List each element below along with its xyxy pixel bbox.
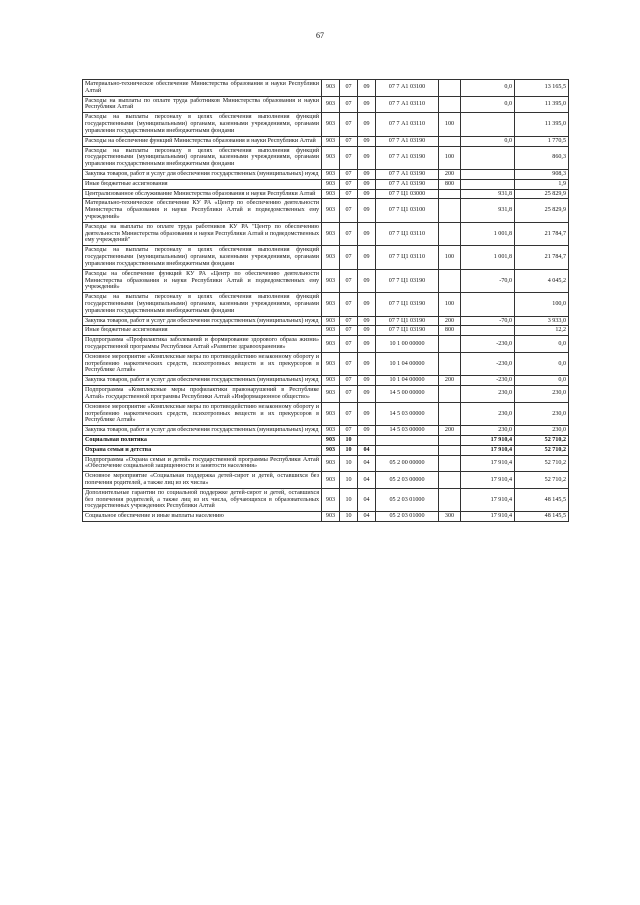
row-grbs: 903 — [322, 189, 340, 199]
row-subsection: 04 — [358, 445, 376, 455]
row-expense-type: 200 — [439, 316, 461, 326]
row-target-article: 07 7 Ц1 03100 — [376, 199, 439, 222]
row-amount-total: 100,0 — [515, 293, 569, 316]
row-amount-change: 931,8 — [461, 189, 515, 199]
row-name: Охрана семьи и детства — [83, 445, 322, 455]
row-name: Основное мероприятие «Комплексные меры по противодействию незаконному обороту и потреблению наркотических средств, психотропных веществ и их прекурсоров в Республике Алтай» — [83, 402, 322, 425]
table-row — [83, 402, 569, 425]
row-subsection: 09 — [358, 222, 376, 245]
row-grbs: 903 — [322, 472, 340, 489]
budget-table — [82, 79, 569, 522]
row-section: 10 — [340, 512, 358, 522]
row-grbs: 903 — [322, 316, 340, 326]
row-grbs: 903 — [322, 96, 340, 113]
row-section: 07 — [340, 376, 358, 386]
row-amount-total: 230,0 — [515, 386, 569, 403]
row-amount-total: 52 710,2 — [515, 435, 569, 445]
row-amount-total: 4 045,2 — [515, 269, 569, 292]
row-target-article: 07 7 Ц1 03110 — [376, 222, 439, 245]
row-section: 07 — [340, 386, 358, 403]
row-amount-change: -230,0 — [461, 336, 515, 353]
row-name: Подпрограмма «Профилактика заболеваний и формирование здорового образа жизни» государственной программы Республики Алтай «Развитие здравоохранения» — [83, 336, 322, 353]
row-grbs: 903 — [322, 512, 340, 522]
row-name: Иные бюджетные ассигнования — [83, 326, 322, 336]
row-expense-type: 800 — [439, 326, 461, 336]
row-target-article: 07 7 А1 03110 — [376, 96, 439, 113]
row-target-article: 05 2 03 00000 — [376, 472, 439, 489]
row-amount-total: 230,0 — [515, 402, 569, 425]
row-section: 07 — [340, 96, 358, 113]
row-section: 07 — [340, 402, 358, 425]
row-subsection: 04 — [358, 512, 376, 522]
row-expense-type: 100 — [439, 146, 461, 169]
row-grbs: 903 — [322, 386, 340, 403]
table-row — [83, 189, 569, 199]
row-name: Закупка товаров, работ и услуг для обеспечения государственных (муниципальных) нужд — [83, 426, 322, 436]
row-name: Основное мероприятие «Комплексные меры по противодействию незаконному обороту и потреблению наркотических средств, психотропных веществ и их прекурсоров в Республике Алтай» — [83, 352, 322, 375]
row-target-article: 07 7 Ц1 03190 — [376, 326, 439, 336]
row-amount-change: -70,0 — [461, 269, 515, 292]
row-target-article: 07 7 Ц1 03190 — [376, 269, 439, 292]
row-subsection: 09 — [358, 316, 376, 326]
row-expense-type: 800 — [439, 179, 461, 189]
row-expense-type — [439, 222, 461, 245]
row-name: Закупка товаров, работ и услуг для обеспечения государственных (муниципальных) нужд — [83, 376, 322, 386]
row-target-article: 07 7 Ц1 03190 — [376, 293, 439, 316]
row-grbs: 903 — [322, 169, 340, 179]
row-subsection: 09 — [358, 199, 376, 222]
row-amount-total: 52 710,2 — [515, 445, 569, 455]
row-amount-total: 0,0 — [515, 336, 569, 353]
row-target-article: 05 2 00 00000 — [376, 455, 439, 472]
table-row — [83, 293, 569, 316]
row-grbs: 903 — [322, 402, 340, 425]
row-expense-type: 100 — [439, 113, 461, 136]
row-subsection: 09 — [358, 80, 376, 97]
table-row — [83, 316, 569, 326]
row-expense-type — [439, 80, 461, 97]
table-row — [83, 512, 569, 522]
row-amount-change: 0,0 — [461, 136, 515, 146]
row-grbs: 903 — [322, 269, 340, 292]
row-target-article: 05 2 03 01000 — [376, 488, 439, 511]
row-subsection: 09 — [358, 146, 376, 169]
row-section: 07 — [340, 189, 358, 199]
row-target-article: 07 7 А1 03190 — [376, 169, 439, 179]
row-grbs: 903 — [322, 488, 340, 511]
row-expense-type — [439, 199, 461, 222]
row-amount-total: 25 829,9 — [515, 189, 569, 199]
row-name: Дополнительные гарантии по социальной поддержке детей-сирот и детей, оставшихся без попечения родителей, а также лиц из их числа, обучающихся в образовательных государственных учреждениях Республики Алтай — [83, 488, 322, 511]
row-name: Основное мероприятие «Социальная поддержка детей-сирот и детей, оставшихся без попечения родителей, а также лиц из их числа» — [83, 472, 322, 489]
row-target-article: 07 7 А1 03110 — [376, 113, 439, 136]
row-expense-type: 200 — [439, 376, 461, 386]
row-name: Расходы на выплаты персоналу в целях обеспечения выполнения функций государственными (муниципальными) органами, казенными учреждениями, органами управления государственными внебюджетными фондами — [83, 293, 322, 316]
row-amount-total: 860,3 — [515, 146, 569, 169]
row-name: Закупка товаров, работ и услуг для обеспечения государственных (муниципальных) нужд — [83, 316, 322, 326]
row-section: 10 — [340, 455, 358, 472]
row-name: Расходы на выплаты персоналу в целях обеспечения выполнения функций государственными (муниципальными) органами, казенными учреждениями, органами управления государственными внебюджетными фондами — [83, 113, 322, 136]
table-row — [83, 455, 569, 472]
row-expense-type — [439, 455, 461, 472]
row-name: Закупка товаров, работ и услуг для обеспечения государственных (муниципальных) нужд — [83, 169, 322, 179]
row-grbs: 903 — [322, 435, 340, 445]
table-row — [83, 146, 569, 169]
row-grbs: 903 — [322, 376, 340, 386]
row-expense-type — [439, 269, 461, 292]
row-name: Централизованное обслуживание Министерства образования и науки Республики Алтай — [83, 189, 322, 199]
row-section: 07 — [340, 179, 358, 189]
row-name: Социальное обеспечение и иные выплаты населению — [83, 512, 322, 522]
row-section: 10 — [340, 488, 358, 511]
row-grbs: 903 — [322, 80, 340, 97]
table-row — [83, 386, 569, 403]
table-row — [83, 222, 569, 245]
row-grbs: 903 — [322, 199, 340, 222]
row-amount-total: 25 829,9 — [515, 199, 569, 222]
table-row — [83, 113, 569, 136]
row-section: 07 — [340, 426, 358, 436]
row-amount-change: 1 001,8 — [461, 246, 515, 269]
row-expense-type — [439, 402, 461, 425]
row-amount-total: 21 784,7 — [515, 222, 569, 245]
table-row — [83, 80, 569, 97]
row-amount-change: 17 910,4 — [461, 445, 515, 455]
table-row — [83, 169, 569, 179]
row-amount-change — [461, 113, 515, 136]
row-name: Материально-техническое обеспечение Министерства образования и науки Республики Алтай — [83, 80, 322, 97]
row-section: 07 — [340, 136, 358, 146]
row-grbs: 903 — [322, 146, 340, 169]
row-expense-type: 100 — [439, 246, 461, 269]
row-expense-type — [439, 96, 461, 113]
row-grbs: 903 — [322, 222, 340, 245]
row-section: 07 — [340, 316, 358, 326]
row-amount-total: 48 145,5 — [515, 512, 569, 522]
row-target-article: 10 1 04 00000 — [376, 376, 439, 386]
row-section: 10 — [340, 445, 358, 455]
row-section: 07 — [340, 222, 358, 245]
row-amount-change: 17 910,4 — [461, 455, 515, 472]
row-grbs: 903 — [322, 352, 340, 375]
row-section: 07 — [340, 113, 358, 136]
table-row — [83, 246, 569, 269]
row-grbs: 903 — [322, 326, 340, 336]
row-target-article: 05 2 03 01000 — [376, 512, 439, 522]
row-target-article — [376, 435, 439, 445]
row-target-article: 07 7 А1 03190 — [376, 179, 439, 189]
row-grbs: 903 — [322, 455, 340, 472]
row-expense-type: 200 — [439, 169, 461, 179]
row-amount-total: 11 395,0 — [515, 113, 569, 136]
row-name: Подпрограмма «Охрана семьи и детей» государственной программы Республики Алтай «Обеспечение социальной защищенности и занятости населения» — [83, 455, 322, 472]
row-expense-type — [439, 386, 461, 403]
row-amount-total: 3 933,0 — [515, 316, 569, 326]
row-subsection: 04 — [358, 472, 376, 489]
row-subsection: 09 — [358, 96, 376, 113]
row-amount-change: 230,0 — [461, 386, 515, 403]
row-subsection: 09 — [358, 113, 376, 136]
row-grbs: 903 — [322, 445, 340, 455]
row-name: Расходы на выплаты по оплате труда работников Министерства образования и науки Республики Алтай — [83, 96, 322, 113]
row-amount-change: 17 910,4 — [461, 435, 515, 445]
row-subsection: 09 — [358, 336, 376, 353]
row-section: 10 — [340, 435, 358, 445]
row-grbs: 903 — [322, 179, 340, 189]
table-body — [83, 80, 569, 522]
row-expense-type — [439, 435, 461, 445]
row-subsection — [358, 435, 376, 445]
row-section: 07 — [340, 336, 358, 353]
table-row — [83, 445, 569, 455]
table-row — [83, 435, 569, 445]
row-amount-change — [461, 326, 515, 336]
table-row — [83, 269, 569, 292]
row-expense-type: 300 — [439, 512, 461, 522]
row-amount-change: 1 001,8 — [461, 222, 515, 245]
row-subsection: 09 — [358, 352, 376, 375]
row-amount-total: 48 145,5 — [515, 488, 569, 511]
row-section: 07 — [340, 169, 358, 179]
row-expense-type — [439, 189, 461, 199]
row-amount-change: -230,0 — [461, 376, 515, 386]
row-amount-change: 230,0 — [461, 426, 515, 436]
row-amount-change: 17 910,4 — [461, 472, 515, 489]
table-row — [83, 472, 569, 489]
row-name: Расходы на обеспечение функций Министерства образования и науки Республики Алтай — [83, 136, 322, 146]
row-amount-change: -230,0 — [461, 352, 515, 375]
row-target-article: 14 5 00 00000 — [376, 386, 439, 403]
row-target-article: 07 7 Ц1 03110 — [376, 246, 439, 269]
row-expense-type: 200 — [439, 426, 461, 436]
page-number: 67 — [316, 31, 324, 40]
row-target-article: 07 7 А1 03190 — [376, 136, 439, 146]
row-expense-type: 100 — [439, 293, 461, 316]
row-amount-change: 230,0 — [461, 402, 515, 425]
row-section: 07 — [340, 269, 358, 292]
row-section: 07 — [340, 199, 358, 222]
row-section: 07 — [340, 293, 358, 316]
row-subsection: 09 — [358, 293, 376, 316]
row-expense-type — [439, 136, 461, 146]
row-target-article — [376, 445, 439, 455]
row-name: Расходы на выплаты персоналу в целях обеспечения выполнения функций государственными (муниципальными) органами, казенными учреждениями, органами управления государственными внебюджетными фондами — [83, 146, 322, 169]
row-section: 07 — [340, 326, 358, 336]
table-row — [83, 426, 569, 436]
table-row — [83, 352, 569, 375]
row-subsection: 09 — [358, 136, 376, 146]
row-amount-total: 52 710,2 — [515, 455, 569, 472]
row-subsection: 09 — [358, 169, 376, 179]
row-grbs: 903 — [322, 113, 340, 136]
row-section: 07 — [340, 146, 358, 169]
row-amount-total: 21 784,7 — [515, 246, 569, 269]
row-subsection: 09 — [358, 386, 376, 403]
row-expense-type — [439, 472, 461, 489]
row-subsection: 09 — [358, 426, 376, 436]
row-amount-total: 52 710,2 — [515, 472, 569, 489]
row-expense-type — [439, 488, 461, 511]
row-amount-total: 0,0 — [515, 376, 569, 386]
row-amount-change: 17 910,4 — [461, 512, 515, 522]
row-amount-change: -70,0 — [461, 316, 515, 326]
row-expense-type — [439, 445, 461, 455]
row-target-article: 07 7 Ц1 03190 — [376, 316, 439, 326]
row-amount-change — [461, 293, 515, 316]
row-grbs: 903 — [322, 246, 340, 269]
row-amount-total: 908,3 — [515, 169, 569, 179]
row-amount-change — [461, 146, 515, 169]
row-amount-total: 230,0 — [515, 426, 569, 436]
table-row — [83, 96, 569, 113]
row-expense-type — [439, 336, 461, 353]
row-target-article: 07 7 А1 03100 — [376, 80, 439, 97]
row-name: Социальная политика — [83, 435, 322, 445]
row-amount-change: 17 910,4 — [461, 488, 515, 511]
row-amount-total: 1,9 — [515, 179, 569, 189]
row-grbs: 903 — [322, 426, 340, 436]
row-grbs: 903 — [322, 336, 340, 353]
row-amount-total: 13 165,5 — [515, 80, 569, 97]
table-row — [83, 488, 569, 511]
row-name: Расходы на выплаты по оплате труда работников КУ РА "Центр по обеспечению деятельности Министерства образования и науки Республики Алтай и подведомственных ему учреждений" — [83, 222, 322, 245]
row-subsection: 09 — [358, 269, 376, 292]
row-subsection: 04 — [358, 455, 376, 472]
row-target-article: 07 7 А1 03190 — [376, 146, 439, 169]
table-row — [83, 199, 569, 222]
row-amount-change: 0,0 — [461, 96, 515, 113]
row-expense-type — [439, 352, 461, 375]
table-row — [83, 376, 569, 386]
row-name: Подпрограмма «Комплексные меры профилактики правонарушений в Республике Алтай» государственной программы Республики Алтай «Информационное общество» — [83, 386, 322, 403]
row-amount-total: 1 770,5 — [515, 136, 569, 146]
row-section: 10 — [340, 472, 358, 489]
row-target-article: 10 1 00 00000 — [376, 336, 439, 353]
row-section: 07 — [340, 80, 358, 97]
table-row — [83, 326, 569, 336]
row-amount-change: 0,0 — [461, 80, 515, 97]
row-subsection: 09 — [358, 246, 376, 269]
row-subsection: 09 — [358, 189, 376, 199]
row-subsection: 09 — [358, 376, 376, 386]
row-grbs: 903 — [322, 136, 340, 146]
row-subsection: 09 — [358, 179, 376, 189]
row-name: Иные бюджетные ассигнования — [83, 179, 322, 189]
row-amount-total: 0,0 — [515, 352, 569, 375]
row-section: 07 — [340, 352, 358, 375]
row-subsection: 09 — [358, 326, 376, 336]
row-subsection: 04 — [358, 488, 376, 511]
row-target-article: 10 1 04 00000 — [376, 352, 439, 375]
row-target-article: 14 5 03 00000 — [376, 426, 439, 436]
row-section: 07 — [340, 246, 358, 269]
row-target-article: 07 7 Ц1 03000 — [376, 189, 439, 199]
row-target-article: 14 5 03 00000 — [376, 402, 439, 425]
row-amount-change — [461, 179, 515, 189]
row-amount-total: 12,2 — [515, 326, 569, 336]
row-name: Расходы на выплаты персоналу в целях обеспечения выполнения функций государственными (муниципальными) органами, казенными учреждениями, органами управления государственными внебюджетными фондами — [83, 246, 322, 269]
row-amount-change — [461, 169, 515, 179]
row-name: Расходы на обеспечение функций КУ РА «Центр по обеспечению деятельности Министерства образования и науки Республики Алтай и подведомственных ему учреждений» — [83, 269, 322, 292]
row-subsection: 09 — [358, 402, 376, 425]
row-amount-change: 931,8 — [461, 199, 515, 222]
table-row — [83, 179, 569, 189]
row-name: Материально-техническое обеспечение КУ РА «Центр по обеспечению деятельности Министерства образования и науки Республики Алтай и подведомственных ему учреждений» — [83, 199, 322, 222]
table-row — [83, 136, 569, 146]
row-amount-total: 11 395,0 — [515, 96, 569, 113]
row-grbs: 903 — [322, 293, 340, 316]
table-row — [83, 336, 569, 353]
